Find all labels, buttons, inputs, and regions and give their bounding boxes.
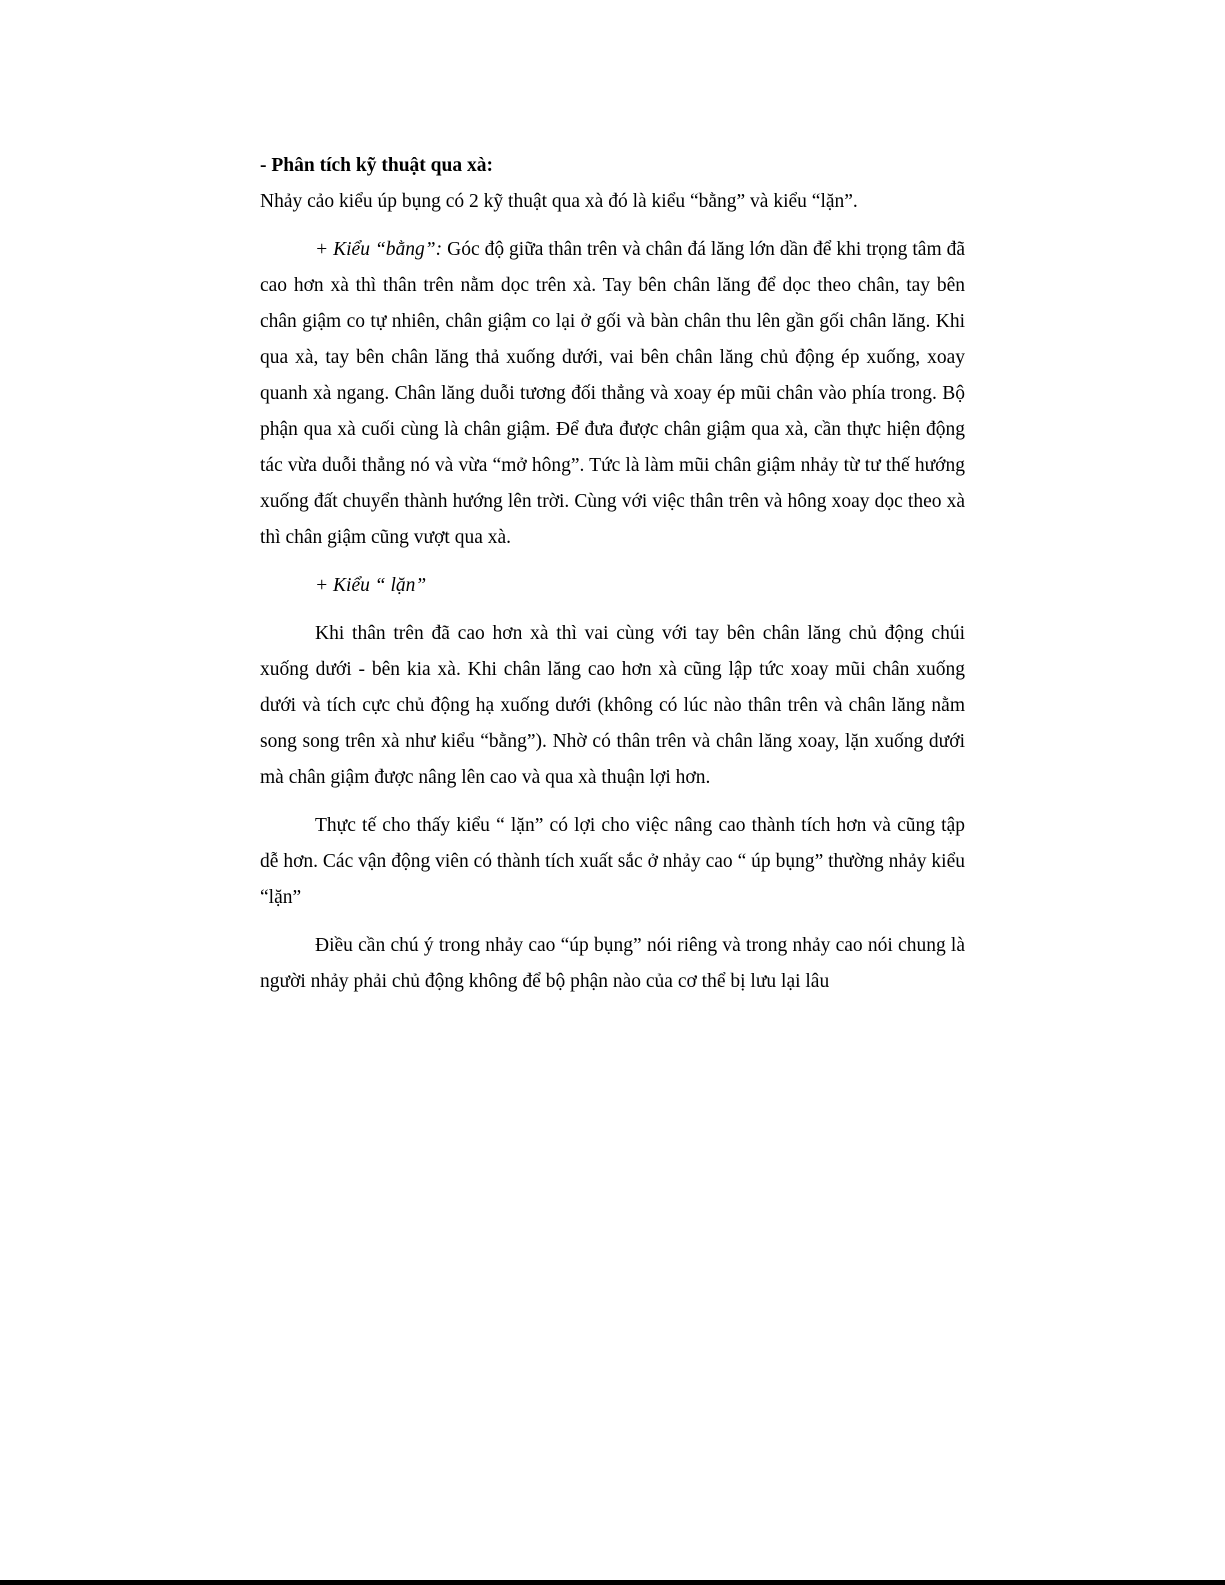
intro-paragraph: Nhảy cảo kiểu úp bụng có 2 kỹ thuật qua xà đó là kiểu “bằng” và kiểu “lặn”.	[260, 191, 858, 212]
page-bottom-border	[0, 1580, 1225, 1585]
lan-paragraph: Khi thân trên đã cao hơn xà thì vai cùng với tay bên chân lăng chủ động chúi xuống dưới - bên kia xà. Khi chân lăng cao hơn xà cũng lập tức xoay mũi chân xuống dưới và tích cực chủ động hạ xuống dưới (không có lúc nào thân trên và chân lăng nằm song song trên xà như kiểu “bằng”). Nhờ có thân trên và chân lăng xoay, lặn xuống dưới mà chân giậm được nâng lên cao và qua xà thuận lợi hơn.	[260, 623, 965, 788]
bang-label: + Kiểu “bằng”:	[315, 239, 443, 260]
fact-paragraph: Thực tế cho thấy kiểu “ lặn” có lợi cho việc nâng cao thành tích hơn và cũng tập dễ hơn. Các vận động viên có thành tích xuất sắc ở nhảy cao “ úp bụng” thường nhảy kiểu “lặn”	[260, 815, 965, 908]
bang-paragraph	[260, 232, 965, 556]
document-page	[260, 148, 965, 1000]
bang-text: Góc độ giữa thân trên và chân đá lăng lớn dần để khi trọng tâm đã cao hơn xà thì thân trên nằm dọc trên xà. Tay bên chân lăng để dọc theo chân, tay bên chân giậm co tự nhiên, chân giậm co lại ở gối và bàn chân thu lên gần gối chân lăng. Khi qua xà, tay bên chân lăng thả xuống dưới, vai bên chân lăng chủ động ép xuống, xoay quanh xà ngang. Chân lăng duỗi tương đối thẳng và xoay ép mũi chân vào phía trong. Bộ phận qua xà cuối cùng là chân giậm. Để đưa được chân giậm qua xà, cần thực hiện động tác vừa duỗi thẳng nó và vừa “mở hông”. Tức là làm mũi chân giậm nhảy từ tư thế hướng xuống đất chuyển thành hướng lên trời. Cùng với việc thân trên và hông xoay dọc theo xà thì chân giậm cũng vượt qua xà.	[260, 239, 966, 548]
note-paragraph: Điều cần chú ý trong nhảy cao “úp bụng” nói riêng và trong nhảy cao nói chung là người nhảy phải chủ động không để bộ phận nào của cơ thể bị lưu lại lâu	[260, 935, 965, 992]
lan-label: + Kiểu “ lặn”	[315, 575, 427, 596]
section-heading: - Phân tích kỹ thuật qua xà:	[260, 155, 493, 176]
